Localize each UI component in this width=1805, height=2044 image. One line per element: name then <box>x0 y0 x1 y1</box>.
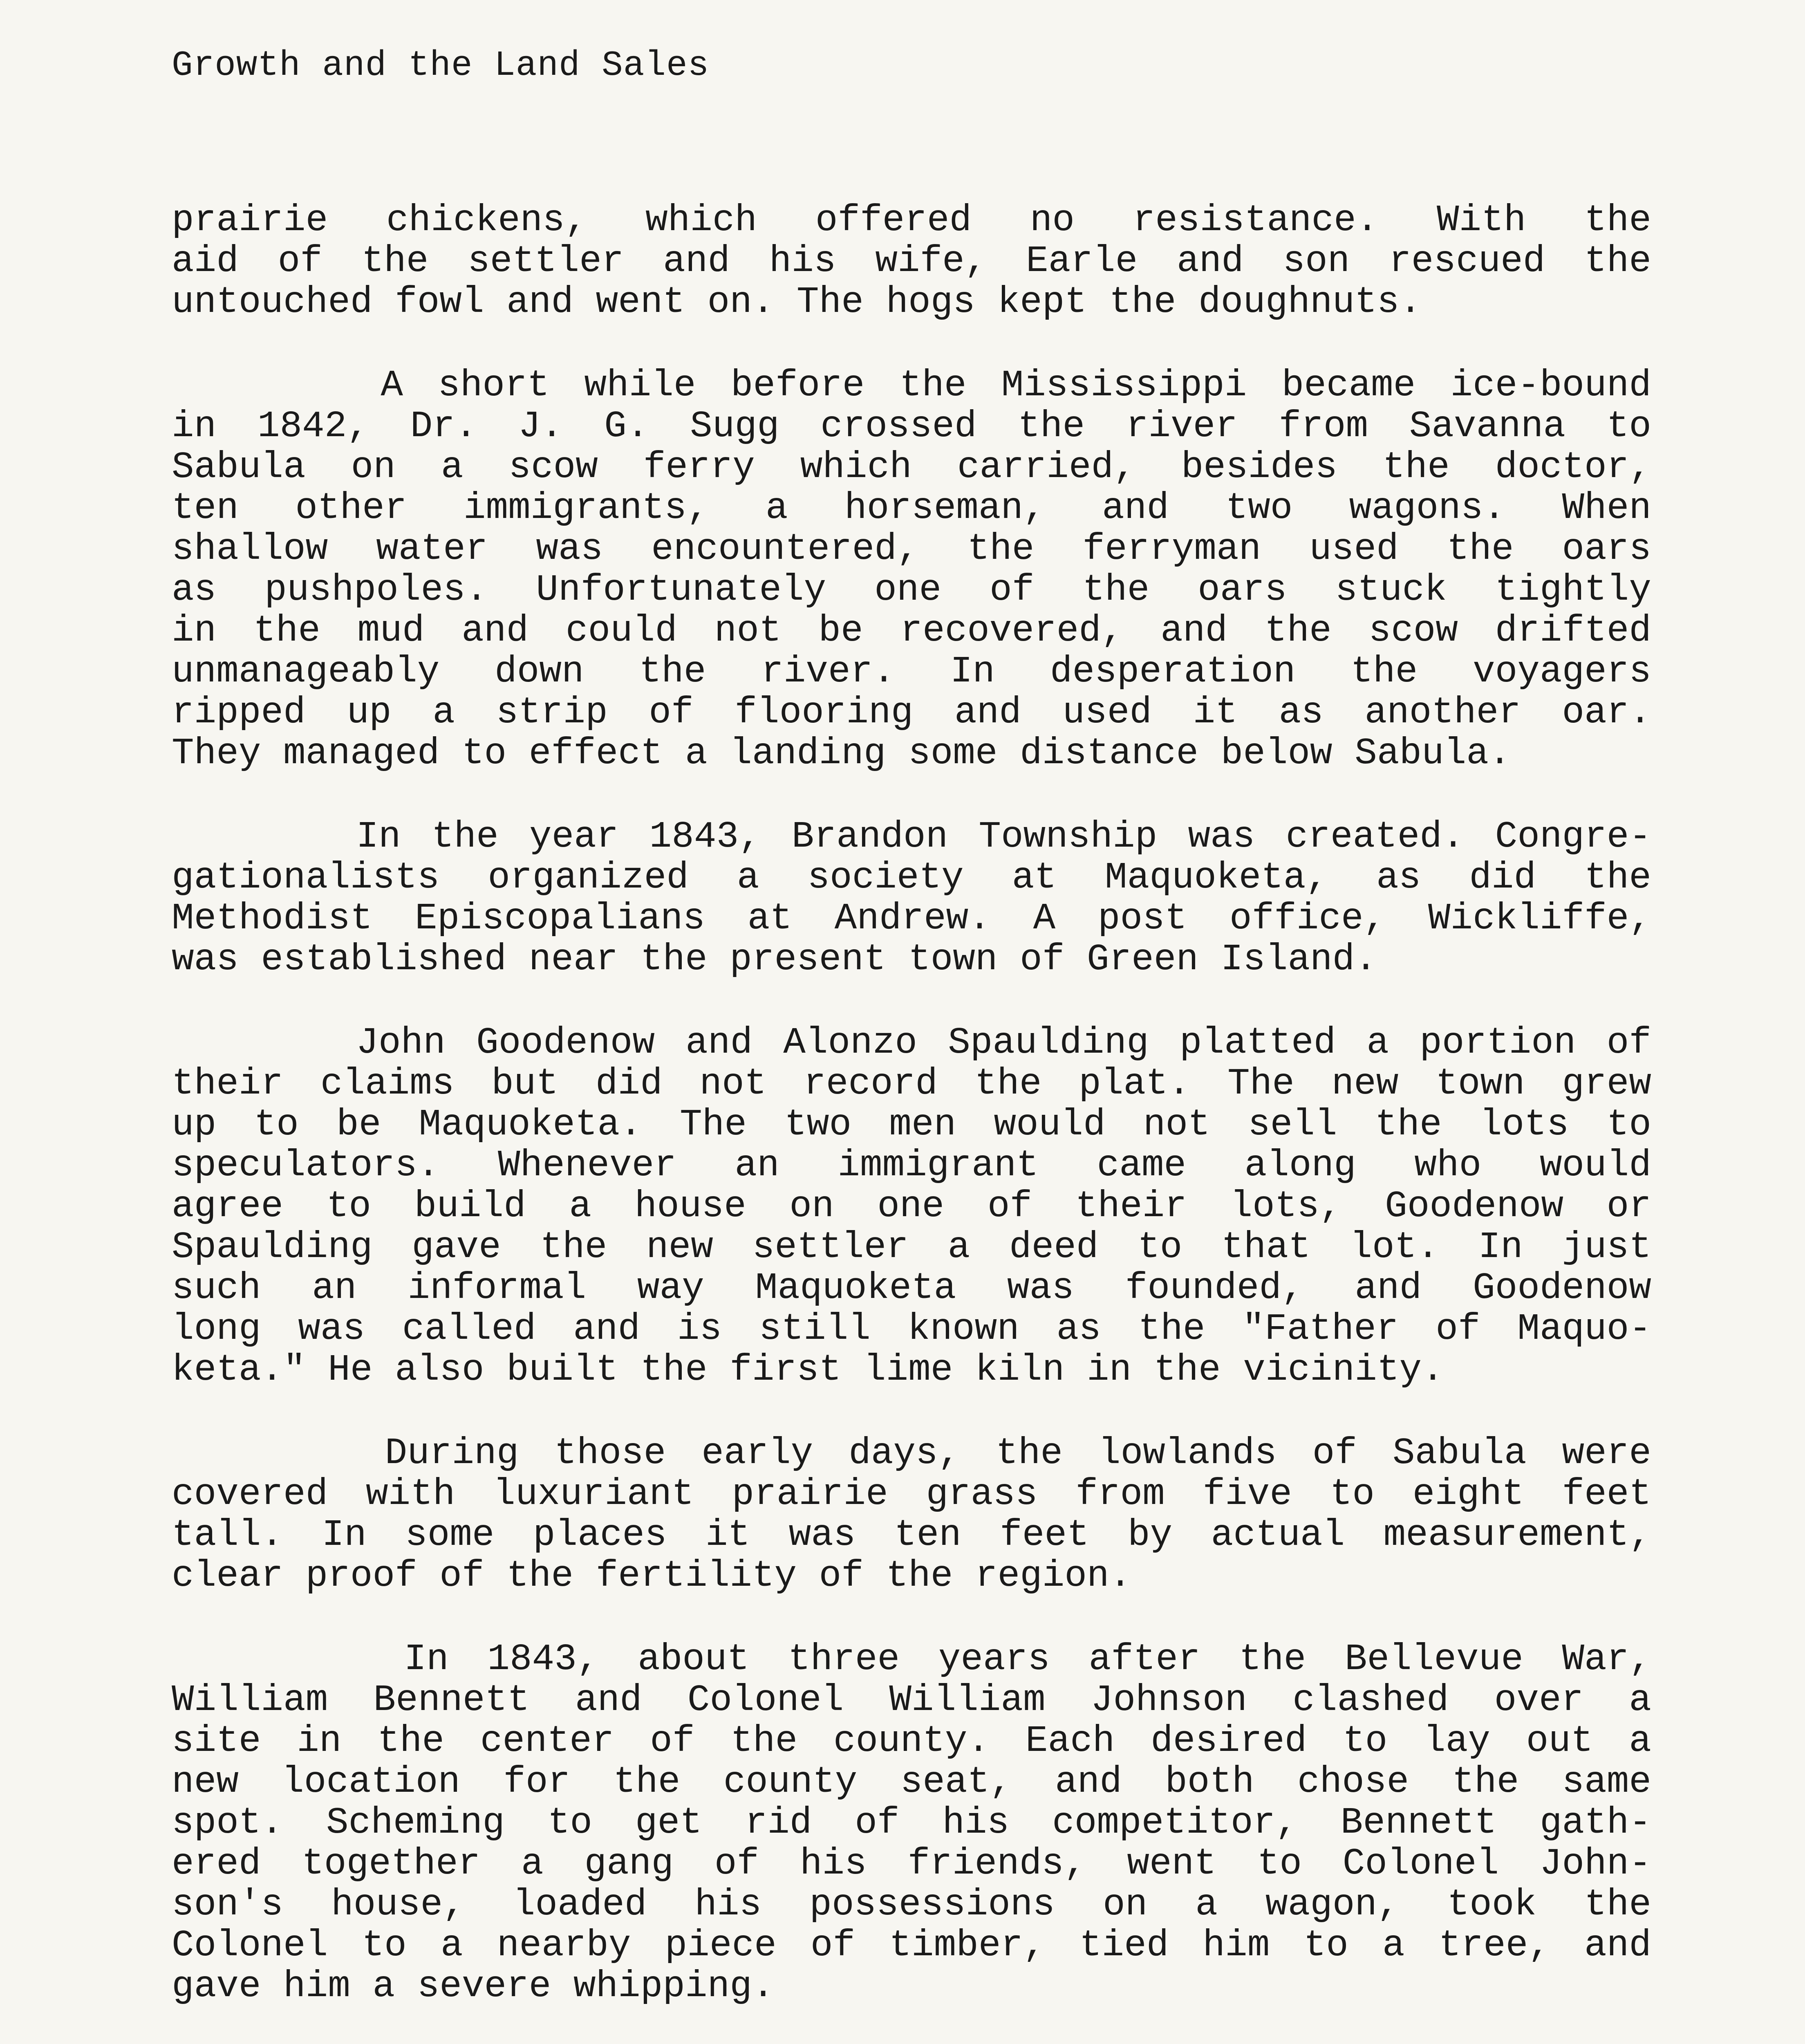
text-line: new location for the county seat, and both chose the same <box>172 1762 1651 1803</box>
text-line: such an informal way Maquoketa was founded, and Goodenow <box>172 1268 1651 1309</box>
paragraph <box>172 817 1651 980</box>
text-line: gave him a severe whipping. <box>172 1966 775 2007</box>
text-line: keta." He also built the first lime kiln in the vicinity. <box>172 1350 1444 1391</box>
text-line: up to be Maquoketa. The two men would not sell the lots to <box>172 1105 1651 1145</box>
text-line: son's house, loaded his possessions on a wagon, took the <box>172 1885 1651 1925</box>
text-line: shallow water was encountered, the ferryman used the oars <box>172 529 1651 570</box>
paragraph <box>172 365 1651 774</box>
text-line: was established near the present town of Green Island. <box>172 939 1377 980</box>
text-line: tall. In some places it was ten feet by actual measurement, <box>172 1515 1651 1556</box>
text-line: prairie chickens, which offered no resistance. With the <box>172 200 1651 241</box>
text-line: Colonel to a nearby piece of timber, tied him to a tree, and <box>172 1925 1651 1966</box>
text-line: Spaulding gave the new settler a deed to that lot. In just <box>172 1227 1651 1268</box>
text-line: William Bennett and Colonel William Johnson clashed over a <box>172 1680 1651 1721</box>
text-line: In the year 1843, Brandon Township was created. Congre- <box>172 817 1651 858</box>
text-line: covered with luxuriant prairie grass from five to eight feet <box>172 1474 1651 1515</box>
text-line: spot. Scheming to get rid of his competitor, Bennett gath- <box>172 1803 1651 1844</box>
text-line: Methodist Episcopalians at Andrew. A post office, Wickliffe, <box>172 899 1651 939</box>
text-line: in the mud and could not be recovered, and the scow drifted <box>172 611 1651 652</box>
running-header: Growth and the Land Sales <box>172 45 710 85</box>
text-line: untouched fowl and went on. The hogs kept the doughnuts. <box>172 282 1422 323</box>
text-line: A short while before the Mississippi became ice-bound <box>172 365 1651 406</box>
text-line: long was called and is still known as the "Father of Maquo- <box>172 1309 1651 1350</box>
text-line: agree to build a house on one of their lots, Goodenow or <box>172 1186 1651 1227</box>
paragraph <box>172 1639 1651 2007</box>
text-line: ripped up a strip of flooring and used it as another oar. <box>172 693 1651 733</box>
text-line: site in the center of the county. Each desired to lay out a <box>172 1721 1651 1762</box>
text-line: clear proof of the fertility of the region. <box>172 1556 1132 1597</box>
paragraph <box>172 1433 1651 1597</box>
text-line: speculators. Whenever an immigrant came along who would <box>172 1145 1651 1186</box>
text-line: ten other immigrants, a horseman, and two wagons. When <box>172 488 1651 529</box>
text-line: They managed to effect a landing some distance below Sabula. <box>172 733 1511 774</box>
text-line: unmanageably down the river. In desperation the voyagers <box>172 652 1651 693</box>
text-line: Sabula on a scow ferry which carried, besides the doctor, <box>172 447 1651 488</box>
text-line: During those early days, the lowlands of Sabula were <box>172 1433 1651 1474</box>
text-line: as pushpoles. Unfortunately one of the oars stuck tightly <box>172 570 1651 611</box>
body-text <box>172 200 1651 2044</box>
paragraph <box>172 200 1651 323</box>
text-line: gationalists organized a society at Maquoketa, as did the <box>172 858 1651 899</box>
paragraph <box>172 1023 1651 1391</box>
text-line: in 1842, Dr. J. G. Sugg crossed the river from Savanna to <box>172 406 1651 447</box>
text-line: aid of the settler and his wife, Earle and son rescued the <box>172 241 1651 282</box>
text-line: their claims but did not record the plat. The new town grew <box>172 1064 1651 1105</box>
text-line: ered together a gang of his friends, went to Colonel John- <box>172 1844 1651 1885</box>
text-line: In 1843, about three years after the Bellevue War, <box>172 1639 1651 1680</box>
text-line: John Goodenow and Alonzo Spaulding platted a portion of <box>172 1023 1651 1064</box>
